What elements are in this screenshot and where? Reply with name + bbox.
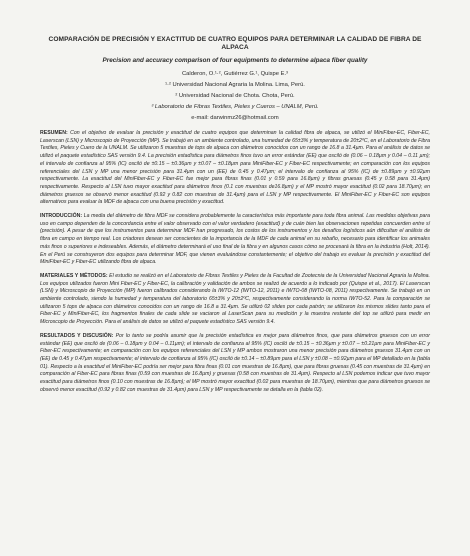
email: e-mail: darwinmz26@hotmail.com — [191, 115, 279, 121]
introduccion-heading: INTRODUCCIÓN: — [40, 213, 83, 220]
introduccion-section — [40, 213, 430, 267]
affiliation-3: ³ Laboratorio de Fibras Textiles, Pieles y Cueros – UNALM, Perú. — [151, 104, 319, 110]
resultados-heading: RESULTADOS Y DISCUSIÓN: — [40, 332, 114, 339]
resumen-heading: RESUMEN: — [40, 130, 68, 136]
introduccion-text: La media del diámetro de fibra MDF se considera probablemente la característica más importante para toda fibra animal. Las medidas objetivas para uso en campo dependen de la concordancia entre el valor observado con el valor verdadero (exactitud) y de cuán bien las observaciones repetidas concuerden entre sí (precisión). A pesar de que los instrumentos para determinar MDF han progresado, los costos de los instrumentos y los desafíos logísticos aún dificultan el análisis de fibra en campo en tiempo real. Los criadores desean ser conscientes de la importancia de la MDF de cada animal en su rebaño, necesario para identificar los animales más finos o superiores e indeseables. Además, el diámetro determinará el uso final de la fibra y en algunos casos cómo se procesará la fibra en la industria (Holt, 2014). En el Perú se construyeron dos equipos para determinar MDF, que vienen evaluándose constantemente; el objetivo del trabajo es evaluar la precisión y exactitud del MiniFiber-EC y Fiber-EC utilizando fibra de alpaca. — [40, 213, 430, 266]
resultados-section — [40, 333, 430, 395]
authors: Calderon, O.¹·², Gutiérrez G.¹, Quispe E.³ — [182, 71, 288, 77]
resumen-section — [40, 130, 430, 207]
paper-title: COMPARACIÓN DE PRECISIÓN Y EXACTITUD DE CUATRO EQUIPOS PARA DETERMINAR LA CALIDAD DE FIBRA DE ALPACA — [48, 36, 422, 51]
affiliation-1: ¹·² Universidad Nacional Agraria la Molina. Lima, Perú. — [165, 82, 305, 88]
materiales-section — [40, 273, 430, 327]
affiliation-2: ² Universidad Nacional de Chota. Chota, Perú. — [175, 93, 295, 99]
materiales-text: El estudio se realizó en el Laboratorio de Fibras Textiles y Pieles de la Facultad de Zootecnia de la Universidad Nacional Agraria la Molina. Los equipos utilizados fueron Mini Fiber-EC y Fiber-EC, la calibración y validación de ambos se realizó de acuerdo a lo indicado por (Quispe et al., 2017). El Laserscan (LSN) y Microscopio de Proyección (MP) fueron calibrados considerando la IWTO-12 (IWTO-12, 2011) e IWTO-08 (IWTO-08, 2011) respectivamente. Se trabajó en un ambiente controlado, siendo la humedad y temperatura del laboratorio 65±3% y 20±2ºC, respectivamente considerando la norma IWTO-52. Para la comparación se utilizaron 5 tops de alpaca con diámetros conocidos con un rango de 16.8 a 31.4µm. Se utilizó 02 slides por cada patrón; se utilizaron los mismos slides tanto para el Fiber-EC y MiniFiber-EC, los fragmentos finales de cada slide se vaciaron al LaserScan para su medición y la muestra restante del top se utilizó para medir en Microscopio de Proyección. Para el análisis de datos se utilizó el paquete estadístico SAS versión 9.4. — [40, 272, 430, 326]
materiales-heading: MATERIALES Y MÉTODOS: — [40, 272, 108, 279]
resumen-text: Con el objetivo de evaluar la precisión y exactitud de cuatro equipos que determinan la calidad fibra de alpaca, se utilizó el MiniFiber-EC, Fiber-EC, Laserscan (LSN) y Microscopio de Proyección (MP). Se trabajó en un ambiente controlado, una humedad de 65±3% y temperatura de 20±2ºC, en el Laboratorio de Fibra Textiles, Pieles y Cuero de la UNALM. Se utilizaron 5 muestras de tops de alpaca con diámetros conocidos con un rango de 16.8 a 31.4µm. Para el análisis de datos se utilizó el paquete estadístico SAS versión 9.4. La precisión estadística para diámetros finos tuvo un error estándar (EE) que osciló de (0.06 – 0.18µm y 0.04 – 0.11 µm); el intervalo de confianza al 95% (IC) osciló de ±0.15 – ±0.36µm y ±0.07 – ±0.18µm para MiniFiber-EC y Fiber-EC respectivamente; en comparación con los equipos referenciales del LSN y MP una menor precisión para 31.4µm con un (EE) de 0.45 y 0.47µm; el intervalo de confianza al 95% (IC) de ±0.89µm y ±0.92µm respectivamente. La exactitud del MiniFiber-EC y Fiber-EC fue mejor para fibras finas (0.01 y 0.59 para 16.8µm) y fibras gruesas (0.45 y 0.58 para 31.4µm) respectivamente. Respecto al LSN tuvo mayor exactitud para diámetros finos (0.1 con muestras de16.8µm) y el MP mostró mayor exactitud (0.02 para 18.70µm); en diámetros gruesos se observó menor exactitud (0.92 y 0.82 con muestras de 31.4µm) para el LSN y MP respectivamente. El MiniFiber-EC y Fiber-EC son equipos alternativos para evaluar la MDF de alpaca con una buena precisión y exactitud. — [40, 130, 430, 206]
resultados-text: Por lo tanto se podría asumir que la precisión estadística es mejor para diámetros finos, que para diámetros gruesos con un error estándar (EE) que osciló de (0.06 – 0.18µm y 0.04 – 0.11µm); el intervalo de confianza al 95% (IC) osciló de ±0.15 – ±0.36µm y ±0.07 – ±0.21µm para MiniFiber-EC y Fiber-EC respectivamente; en comparación con los equipos referenciales del LSN y MP ambos mostraron una menor precisión para diámetros gruesos 31.4µm con un (EE) de 0.45 y 0.47µm respectivamente; el intervalo de confianza al 95% (IC) osciló de ±0.14 – ±0.89µm para el LSN y ±0.08 – ±0.92µm para el MP detallado en la (tabla 01). Respecto a la exactitud el MiniFiber-EC podría ser mejor para fibra finas (0.01 con muestras de 16.8µm), que para fibras gruesas (0.45 con muestras de 31.4µm) en comparación al Fiber-EC para fibras finas (0.59 con muestras de 16.8µm) y gruesas (0.58 con muestras de 31.4µm). Respecto al LSN podemos indicar que tuvo mayor exactitud para diámetros finos (0.10 con muestras de 16.8µm); el MP mostró mayor exactitud (0.02 para muestras de 18.70µm), mientras que para diámetros gruesos se observó menor exactitud (0.92 y 0.82 con muestras de 31.4µm) para LSN y MP respectivamente se detalla en la (tabla 02). — [40, 332, 431, 393]
paper-subtitle: Precision and accuracy comparison of four equipments to determine alpaca fiber quality — [102, 57, 368, 64]
